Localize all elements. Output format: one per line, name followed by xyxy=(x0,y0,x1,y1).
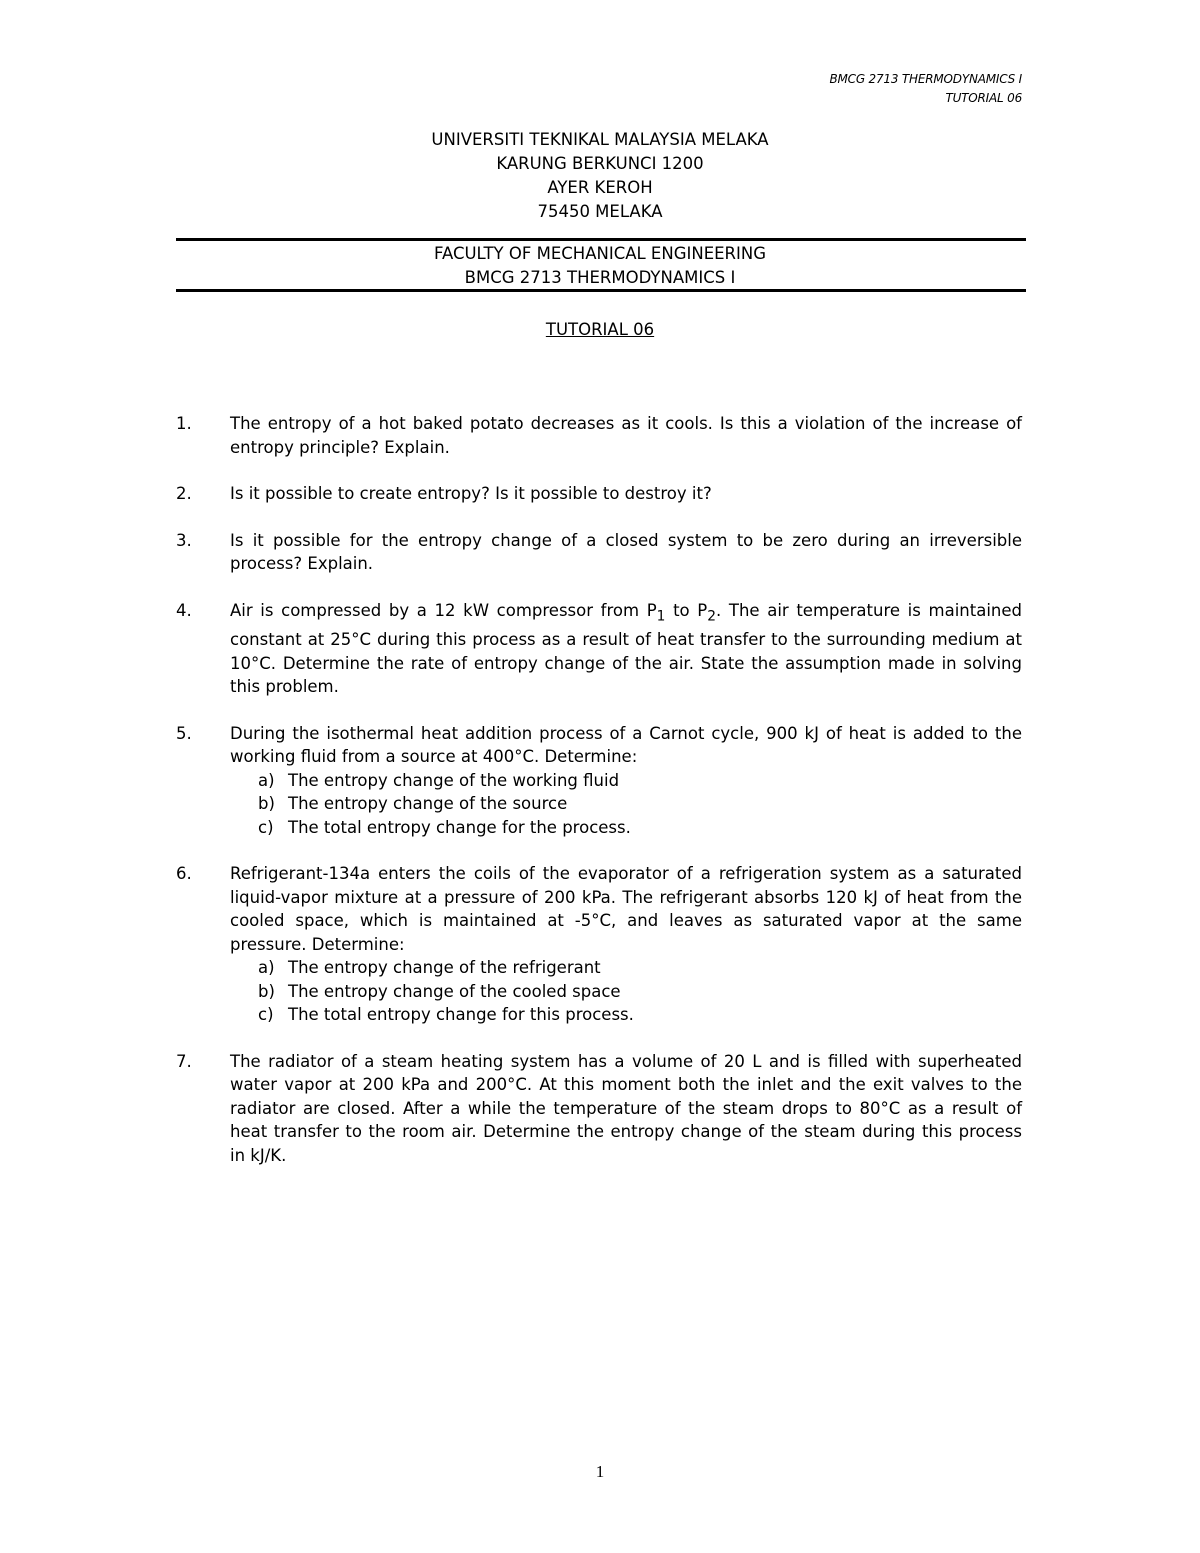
question-text: The radiator of a steam heating system has a volume of 20 L and is filled with superheated water vapor at 200 kPa and 200°C. At this moment both the inlet and the exit valves to the radiator are closed. After a while the temperature of the steam drops to 80°C as a result of heat transfer to the room air. Determine the entropy change of the steam during this process in kJ/K. xyxy=(230,1051,1022,1165)
question-7 xyxy=(176,1050,1022,1168)
sub-question-letter: c) xyxy=(258,1005,274,1025)
sub-question-letter: c) xyxy=(258,817,274,837)
university-name: UNIVERSITI TEKNIKAL MALAYSIA MELAKA xyxy=(431,130,769,149)
top-divider xyxy=(176,238,1026,241)
question-body xyxy=(230,862,1022,1027)
question-1 xyxy=(176,412,1022,459)
question-body xyxy=(230,722,1022,840)
sub-question xyxy=(258,980,1022,1004)
page-number: 1 xyxy=(595,1462,605,1481)
sub-question-text: The entropy change of the working fluid xyxy=(288,770,620,790)
tutorial-title-text: TUTORIAL 06 xyxy=(545,320,655,339)
course-name: BMCG 2713 THERMODYNAMICS I xyxy=(464,268,736,287)
address-line-postcode: 75450 MELAKA xyxy=(537,202,663,221)
sub-question-letter: a) xyxy=(258,770,275,790)
question-number: 5. xyxy=(176,723,192,743)
sub-question-list xyxy=(230,769,1022,840)
question-text xyxy=(230,599,1022,699)
question-text: Is it possible for the entropy change of a closed system to be zero during an irreversible process? Explain. xyxy=(230,530,1022,573)
running-header-tutorial: TUTORIAL 06 xyxy=(945,91,1022,105)
question-number: 1. xyxy=(176,414,192,433)
question-4 xyxy=(176,599,1022,699)
running-header xyxy=(829,70,1022,108)
sub-question-text: The total entropy change for the process. xyxy=(288,817,631,837)
sub-question xyxy=(258,792,1022,816)
question-number: 6. xyxy=(176,864,192,884)
question-number: 7. xyxy=(176,1051,192,1071)
running-header-course: BMCG 2713 THERMODYNAMICS I xyxy=(829,72,1022,86)
question-3 xyxy=(176,529,1022,576)
question-list xyxy=(176,412,1022,1190)
question-text-part: Air is compressed by a 12 kW compressor from P xyxy=(230,600,657,620)
sub-question xyxy=(258,956,1022,980)
sub-question-letter: a) xyxy=(258,958,275,978)
sub-question-text: The total entropy change for this process. xyxy=(288,1005,634,1025)
question-6 xyxy=(176,862,1022,1027)
question-number: 3. xyxy=(176,530,192,550)
sub-question xyxy=(258,1003,1022,1027)
sub-question-letter: b) xyxy=(258,981,275,1001)
sub-question-text: The entropy change of the refrigerant xyxy=(288,958,601,978)
faculty-name: FACULTY OF MECHANICAL ENGINEERING xyxy=(433,244,767,263)
question-number: 2. xyxy=(176,484,192,503)
question-text: The entropy of a hot baked potato decreases as it cools. Is this a violation of the increase of entropy principle? Explain. xyxy=(230,414,1022,457)
sub-question-text: The entropy change of the cooled space xyxy=(288,981,621,1001)
subscript-2: 2 xyxy=(707,607,716,624)
subscript-1: 1 xyxy=(656,607,666,624)
question-5 xyxy=(176,722,1022,840)
sub-question-letter: b) xyxy=(258,794,275,814)
sub-question-text: The entropy change of the source xyxy=(288,794,568,814)
question-text: Is it possible to create entropy? Is it possible to destroy it? xyxy=(230,484,712,503)
question-number: 4. xyxy=(176,600,192,620)
tutorial-title xyxy=(0,318,1200,342)
university-address xyxy=(0,128,1200,224)
sub-question xyxy=(258,769,1022,793)
faculty-heading xyxy=(0,242,1200,290)
sub-question xyxy=(258,816,1022,840)
question-2 xyxy=(176,482,1022,506)
sub-question-list xyxy=(230,956,1022,1027)
bottom-divider xyxy=(176,289,1026,292)
question-text: During the isothermal heat addition process of a Carnot cycle, 900 kJ of heat is added to the working fluid from a source at 400°C. Determine: xyxy=(230,723,1022,767)
address-line-town: AYER KEROH xyxy=(547,178,653,197)
question-text-part: . The air temperature is maintained constant at 25°C during this process as a result of heat transfer to the surrounding medium at 10°C. Determine the rate of entropy change of the air. State the assumption made in solving this problem. xyxy=(230,600,1022,697)
question-text: Refrigerant-134a enters the coils of the evaporator of a refrigeration system as a saturated liquid-vapor mixture at a pressure of 200 kPa. The refrigerant absorbs 120 kJ of heat from the cooled space, which is maintained at -5°C, and leaves as saturated vapor at the same pressure. Determine: xyxy=(230,864,1022,954)
question-text-part: to P xyxy=(665,600,708,620)
address-line-box: KARUNG BERKUNCI 1200 xyxy=(496,154,704,173)
